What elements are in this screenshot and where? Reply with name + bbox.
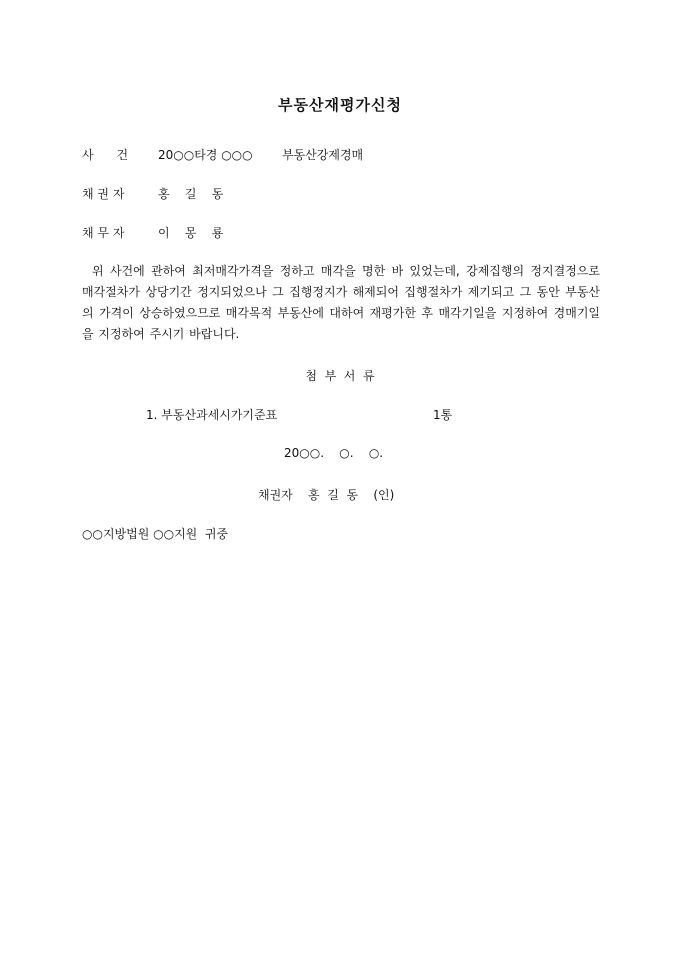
document-date: 20○○. ○. ○. xyxy=(284,446,384,460)
debtor-name: 이 몽 룡 xyxy=(158,226,224,240)
creditor-label: 채 권 자 xyxy=(82,187,125,201)
case-number: 20○○타경 ○○○ xyxy=(158,148,253,162)
signature-line: 채권자 홍 길 동 (인) xyxy=(258,488,395,502)
addressee: ○○지방법원 ○○지원 귀중 xyxy=(82,527,229,541)
case-label: 사 건 xyxy=(82,148,129,162)
attachments-heading: 첨 부 서 류 xyxy=(305,369,375,383)
attachment-item-label: 1. 부동산과세시가기준표 xyxy=(146,408,278,422)
debtor-label: 채 무 자 xyxy=(82,226,125,240)
request-body: 위 사건에 관하여 최저매각가격을 정하고 매각을 명한 바 있었는데, 강제집행의 정지결정으로 매각절차가 상당기간 정지되었으나 그 집행정지가 해제되어 집행절차가 제기되고 그 동안 부동산의 가격이 상승하였으므로 매각목적 부동산에 대하여 재평가한 후 매각기일을 지정하여 경매기일을 지정하여 주시기 바랍니다. xyxy=(82,264,600,341)
case-description: 부동산강제경매 xyxy=(282,148,364,162)
document-title: 부동산재평가신청 xyxy=(278,96,402,114)
creditor-name: 홍 길 동 xyxy=(158,187,224,201)
attachment-item-count: 1통 xyxy=(433,408,453,422)
